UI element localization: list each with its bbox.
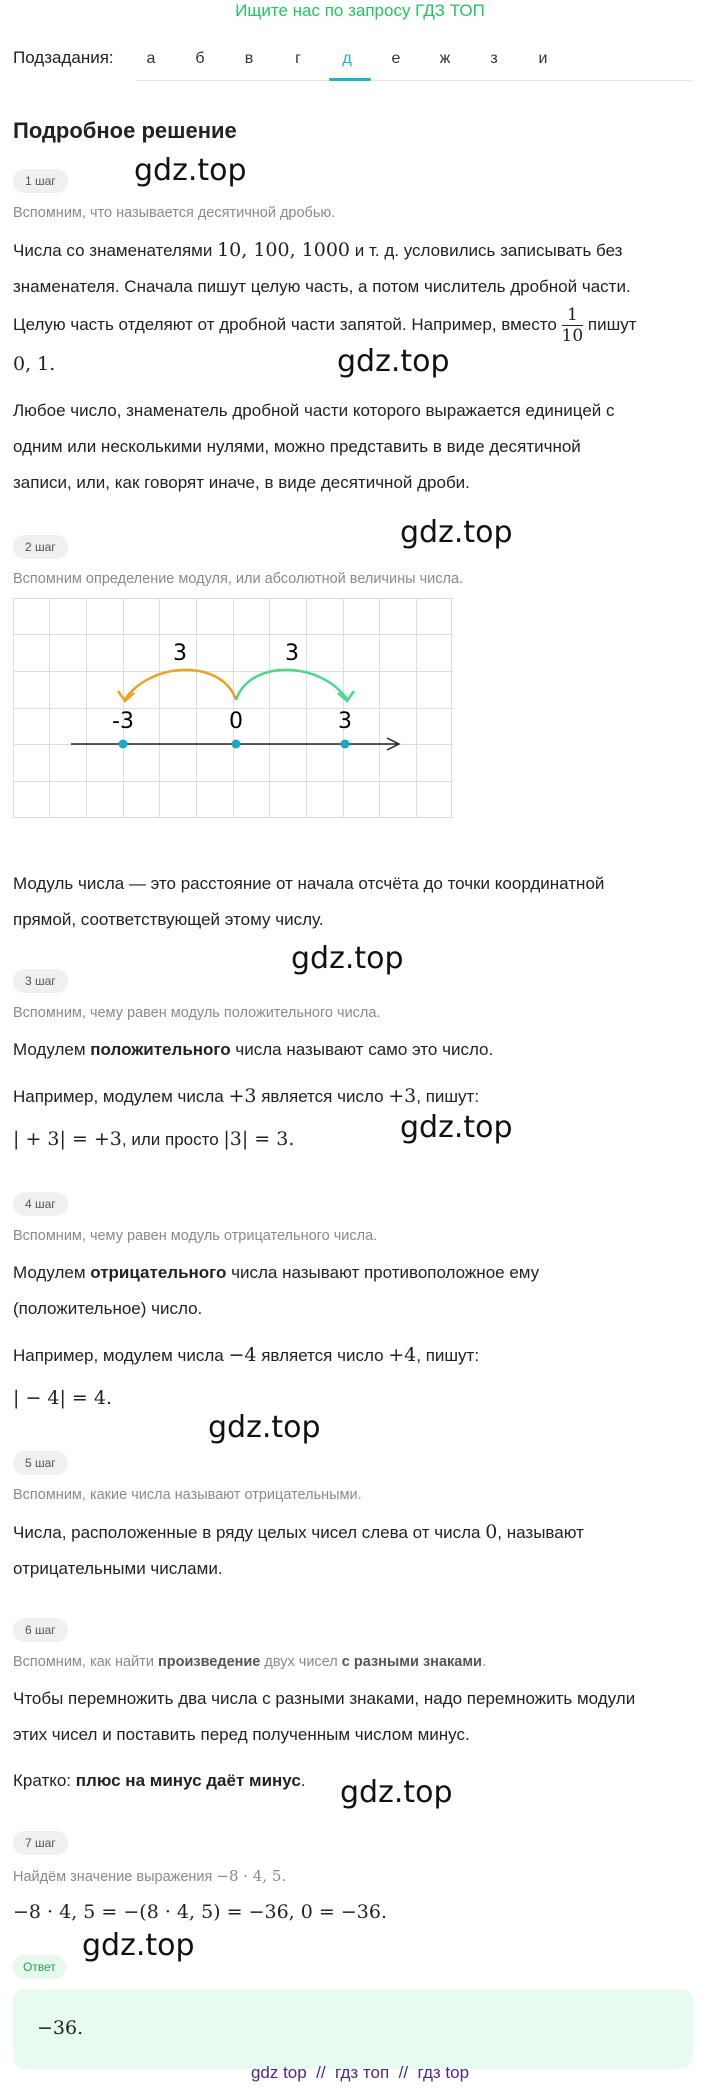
watermark: gdz.top	[134, 153, 247, 188]
step-4-paragraph-2: Например, модулем числа −4 является число +4, пишут:	[13, 1344, 480, 1366]
subtask-tab-b[interactable]: б	[195, 50, 205, 67]
right-arc	[236, 670, 347, 700]
step-1-badge: 1 шаг	[13, 169, 68, 193]
subtask-tab-g[interactable]: г	[295, 50, 301, 67]
step-6-summary: Кратко: плюс на минус даёт минус.	[13, 1771, 306, 1790]
step-3-badge: 3 шаг	[13, 969, 68, 993]
step-1-paragraph-1: Числа со знаменателями 10, 100, 1000 и т. д. условились записывать без знаменателя. Сначала пишут целую часть, а потом числитель дробной части. Целую часть отделяют от дробной части запятой. Например, вместо $\frac{1}{10}$ пишут 0, 1.	[13, 239, 637, 375]
page-title: Подробное решение	[13, 118, 237, 143]
watermark: gdz.top	[400, 515, 513, 550]
step-2-badge: 2 шаг	[13, 535, 68, 559]
answer-value: −36.	[37, 2017, 84, 2039]
watermark: gdz.top	[340, 1775, 453, 1810]
top-banner: Ищите нас по запросу ГДЗ ТОП	[235, 1, 485, 20]
watermark: gdz.top	[400, 1110, 513, 1145]
subtask-tab-v[interactable]: в	[244, 50, 254, 67]
subtask-tab-d[interactable]: д	[342, 50, 352, 67]
step-3-paragraph-2: Например, модулем числа +3 является число +3, пишут:	[13, 1085, 480, 1107]
subtask-tab-i[interactable]: и	[538, 50, 548, 67]
step-3-paragraph-1: Модулем положительного числа называют само это число.	[13, 1040, 494, 1059]
point-0	[232, 740, 241, 749]
point-label-3: 3	[338, 709, 352, 734]
step-6-badge: 6 шаг	[13, 1618, 68, 1642]
step-6-paragraph: Чтобы перемножить два числа с разными знаками, надо перемножить модули этих чисел и поставить перед полученным числом минус.	[13, 1689, 636, 1744]
subtask-tab-a[interactable]: а	[146, 50, 156, 67]
step-2-hint: Вспомним определение модуля, или абсолютной величины числа.	[13, 571, 464, 587]
subtasks-tabs	[136, 42, 692, 81]
point-neg3	[119, 740, 128, 749]
left-arc	[125, 670, 236, 700]
step-5-hint: Вспомним, какие числа называют отрицательными.	[13, 1487, 362, 1503]
left-arc-label: 3	[173, 641, 187, 666]
step-2-paragraph: Модуль числа — это расстояние от начала отсчёта до точки координатной прямой, соответствующей этому числу.	[13, 874, 605, 929]
step-5-paragraph: Числа, расположенные в ряду целых чисел слева от числа 0, называют отрицательными числами.	[13, 1521, 584, 1578]
point-label-neg3: -3	[112, 709, 134, 734]
subtask-tab-zh[interactable]: ж	[439, 50, 451, 67]
active-tab-underline	[329, 78, 371, 81]
subtask-tab-z[interactable]: з	[490, 50, 498, 67]
answer-badge: Ответ	[13, 1955, 66, 1979]
step-1-paragraph-2: Любое число, знаменатель дробной части которого выражается единицей с одним или несколькими нулями, можно представить в виде десятичной записи, или, как говорят иначе, в виде десятичной дроби.	[13, 401, 615, 492]
step-6-hint: Вспомним, как найти произведение двух чисел с разными знаками.	[13, 1654, 486, 1670]
watermark: gdz.top	[337, 344, 450, 379]
point-3	[341, 740, 350, 749]
step-3-hint: Вспомним, чему равен модуль положительного числа.	[13, 1005, 381, 1021]
right-arc-label: 3	[285, 641, 299, 666]
watermark: gdz.top	[82, 1928, 195, 1963]
step-4-paragraph-1: Модулем отрицательного числа называют противоположное ему (положительное) число.	[13, 1263, 540, 1318]
step-7-badge: 7 шаг	[13, 1831, 68, 1855]
step-4-badge: 4 шаг	[13, 1192, 68, 1216]
step-7-formula: −8 · 4, 5 = −(8 · 4, 5) = −36, 0 = −36.	[13, 1901, 387, 1923]
step-1-hint: Вспомним, что называется десятичной дробью.	[13, 205, 336, 221]
number-line-diagram	[13, 598, 453, 820]
footer-links[interactable]: gdz top // гдз топ // гдз top	[250, 2063, 470, 2082]
step-3-formula: | + 3| = +3, или просто |3| = 3.	[13, 1128, 295, 1150]
watermark: gdz.top	[208, 1410, 321, 1445]
step-4-formula: | − 4| = 4.	[13, 1387, 113, 1409]
point-label-0: 0	[229, 709, 243, 734]
subtask-tab-e[interactable]: е	[391, 50, 401, 67]
subtasks-label: Подзадания:	[13, 48, 114, 67]
answer-box	[13, 1989, 693, 2069]
step-7-hint: Найдём значение выражения −8 · 4, 5.	[13, 1867, 287, 1885]
fraction-1-10: $\frac{1}{10}$	[561, 305, 584, 346]
grid	[13, 598, 453, 818]
watermark: gdz.top	[291, 941, 404, 976]
step-5-badge: 5 шаг	[13, 1451, 68, 1475]
step-4-hint: Вспомним, чему равен модуль отрицательного числа.	[13, 1228, 378, 1244]
